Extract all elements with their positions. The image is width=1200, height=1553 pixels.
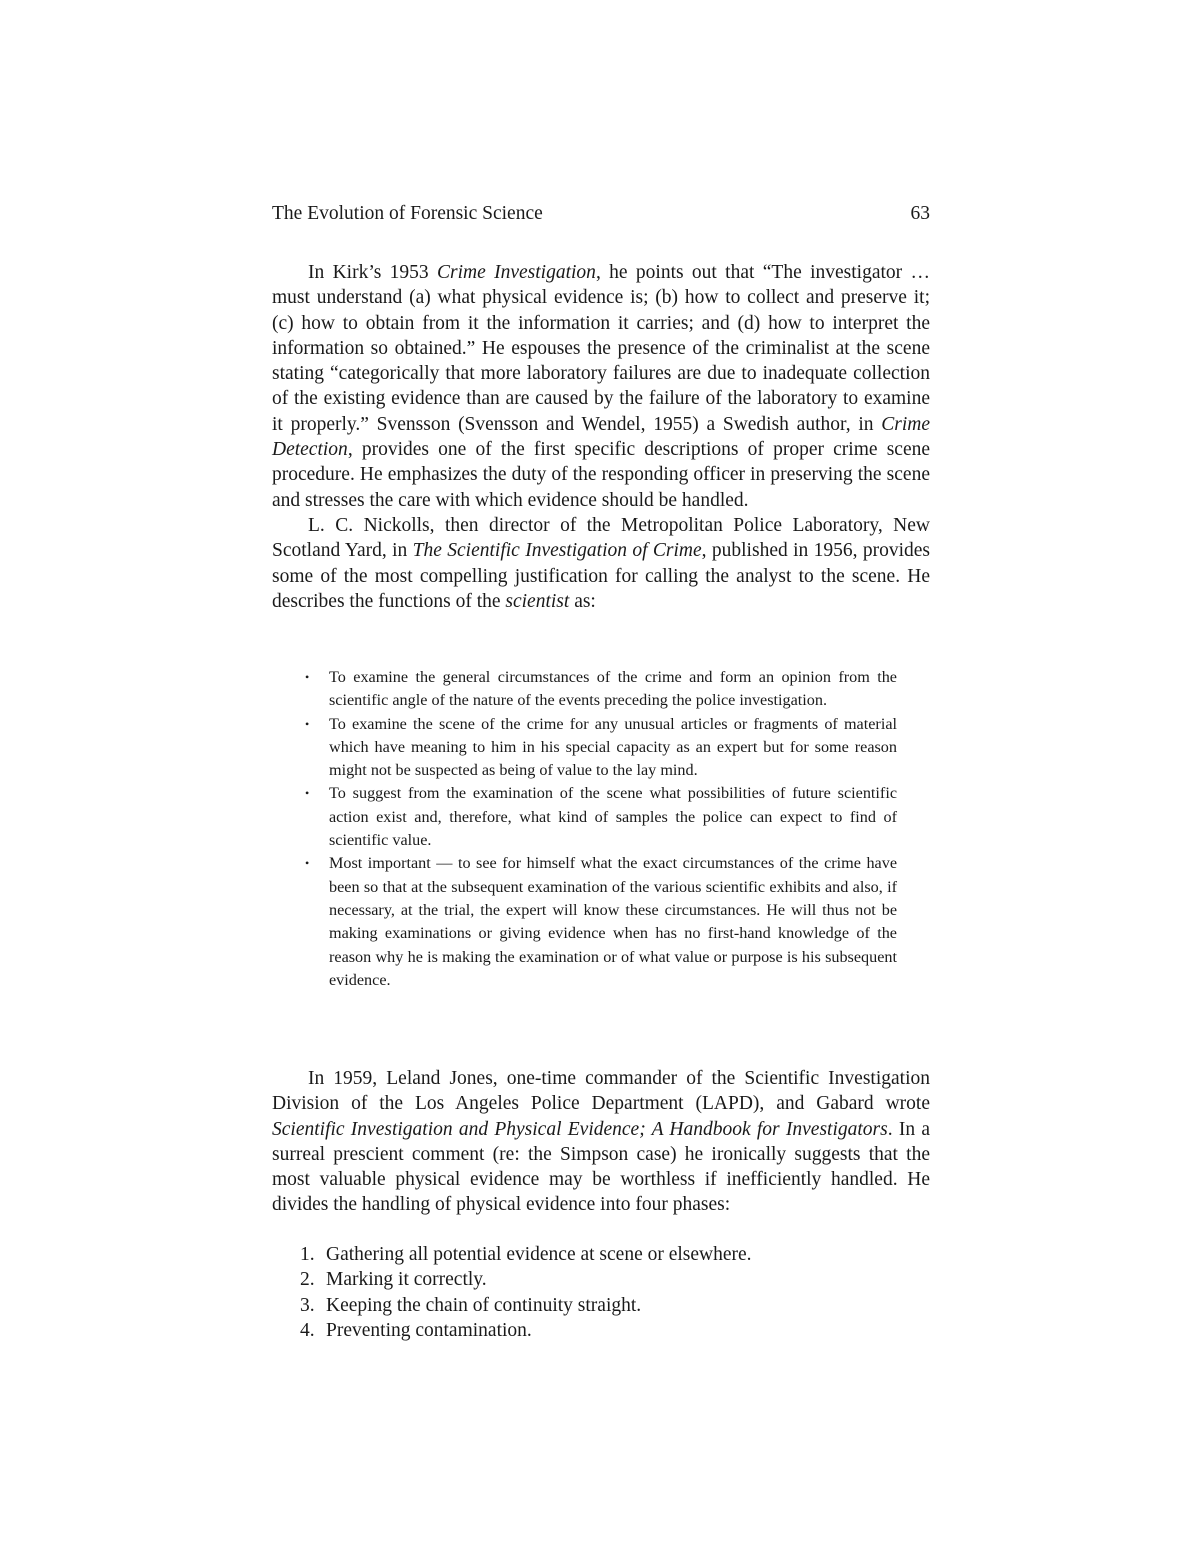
book-title-crime-detection: Crime Detection: [272, 413, 930, 461]
page-number: 63: [910, 203, 930, 224]
handling-phases-list: [272, 1242, 930, 1343]
para-text: , provides one of the first specific descriptions of proper crime scene procedure. He emphasizes the duty of the responding officer in preserving the scene and stresses the care with which evidence should be handled.: [272, 439, 930, 511]
para-text: as:: [569, 590, 596, 612]
bullet-icon: •: [305, 670, 310, 684]
book-title-scientific-investigation-of-crime: The Scientific Investigation of Crime: [412, 540, 702, 562]
list-item: [305, 713, 897, 783]
list-item: [305, 666, 897, 713]
para-text: L. C. Nickolls, then director of the Metropolitan Police Laboratory, New Scotland Yard, in: [272, 514, 930, 562]
scientist-functions-list: [305, 666, 897, 992]
list-item-text: Most important — to see for himself what the exact circumstances of the crime have been so that at the subsequent examination of the various scientific exhibits and also, if necessary, at the trial, the expert will know these circumstances. He will thus not be making examinations or giving evidence when has no first-hand knowledge of the reason why he is making the examination or of what value or purpose is his subsequent evidence.: [329, 854, 897, 989]
body-text-bottom: [272, 1066, 930, 1218]
bullet-icon: •: [305, 716, 310, 731]
bullet-icon: •: [305, 856, 310, 871]
para-text: . In a surreal prescient comment (re: the Simpson case) he ironically suggests that the most valuable physical evidence may be worthless if inefficiently handled. He divides the handling of physical evidence into four phases:: [272, 1118, 930, 1216]
list-number: 4.: [300, 1319, 315, 1341]
para-text: , he points out that “The investigator … must understand (a) what physical evidence is; (b) how to collect and preserve it; (c) how to obtain from it the information it carries; and (d) how to interpret the information so obtained.” He espouses the presence of the criminalist at the scene stating “categorically that more laboratory failures are due to inadequate collection of the existing evidence than are caused by the failure of the laboratory to examine it properly.” Svensson (Svensson and Wendel, 1955) a Swedish author, in: [272, 262, 930, 435]
list-item: [272, 1318, 930, 1343]
list-number: 2.: [300, 1269, 315, 1291]
body-text-top: [272, 260, 930, 614]
list-number: 1.: [300, 1244, 315, 1265]
para-text: In Kirk’s 1953: [308, 262, 438, 283]
bullet-icon: •: [305, 786, 310, 801]
list-item-text: To examine the scene of the crime for any unusual articles or fragments of material which have meaning to him in his special capacity as an expert but for some reason might not be suspected as being of value to the lay mind.: [329, 714, 897, 780]
emphasis-scientist: scientist: [505, 590, 570, 612]
list-item: [305, 852, 897, 992]
list-item-text: Keeping the chain of continuity straight.: [326, 1294, 642, 1316]
list-number: 3.: [300, 1294, 315, 1316]
paragraph-nickolls: [272, 513, 930, 614]
list-item: [272, 1293, 930, 1318]
list-item-text: To suggest from the examination of the scene what possibilities of future scientific action exist and, therefore, what kind of samples the police can expect to find of scientific value.: [329, 784, 897, 850]
list-item: [305, 782, 897, 852]
list-item-text: To examine the general circumstances of the crime and form an opinion from the scientific angle of the nature of the events preceding the police investigation.: [329, 668, 897, 710]
running-title: The Evolution of Forensic Science: [272, 203, 543, 224]
list-item-text: Preventing contamination.: [326, 1319, 532, 1341]
paragraph-jones: [272, 1066, 930, 1218]
list-item: [272, 1242, 930, 1267]
para-text: In 1959, Leland Jones, one-time commander of the Scientific Investigation Division of the Los Angeles Police Department (LAPD), and Gabard wrote: [272, 1068, 930, 1115]
paragraph-kirk: [272, 260, 930, 513]
list-item-text: Marking it correctly.: [326, 1269, 487, 1291]
book-title-crime-investigation: Crime Investigation: [437, 262, 596, 283]
para-text: , published in 1956, provides some of the most compelling justification for calling the analyst to the scene. He describes the functions of the: [272, 540, 930, 612]
book-title-scientific-investigation-handbook: Scientific Investigation and Physical Evidence; A Handbook for Investigators: [272, 1118, 888, 1140]
list-item: [272, 1267, 930, 1292]
list-item-text: Gathering all potential evidence at scene or elsewhere.: [326, 1244, 752, 1265]
